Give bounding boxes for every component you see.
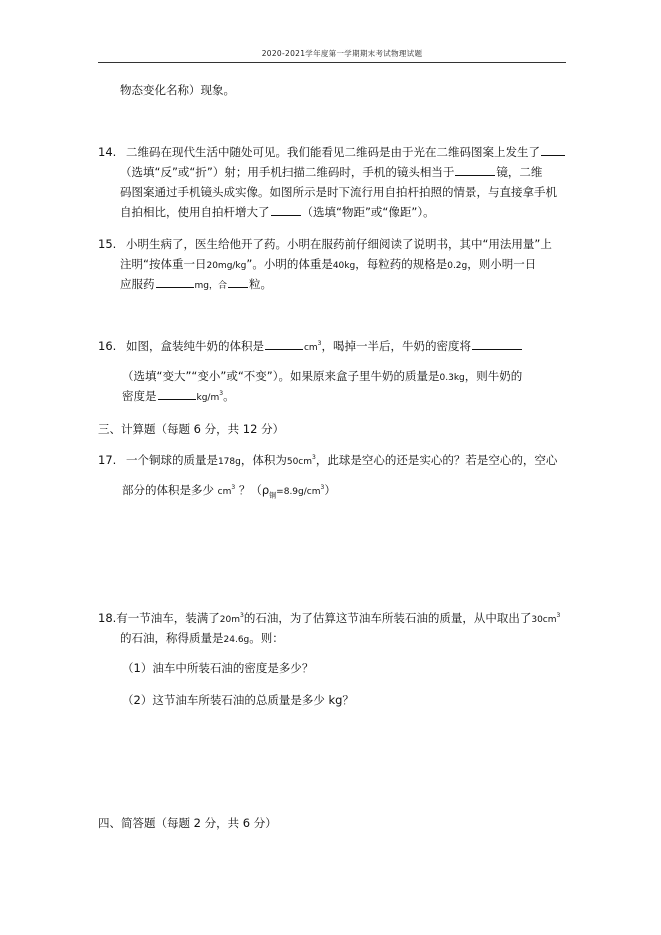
q16-line-1: 16. 如图，盒装纯牛奶的体积是 $cm^3$，喝掉一半后，牛奶的密度将 [98, 338, 523, 356]
q14-blank-3 [271, 204, 301, 216]
q18-line-1: 18.有一节油车，装满了$20m^3$的石油，为了估算这节油车所装石油的质量，从中取出了$30cm^3$ [98, 611, 561, 625]
q15-line-1: 15. 小明生病了，医生给他开了药。小明在服药前仔细阅读了说明书，其中“用法用量”上 [98, 237, 552, 251]
q16-line-2: （选填“变大”“变小”或“不变”）。如果原来盒子里牛奶的质量是0.3kg，则牛奶的 [122, 369, 523, 383]
q13-tail: 物态变化名称）现象。 [120, 83, 235, 97]
q15-line-2: 注明“按体重一日20mg/kg”。小明的体重是40kg，每粒药的规格是0.2g，则小明一日 [120, 257, 537, 271]
q15-number: 15. [98, 237, 117, 251]
q18-line-2: 的石油，称得质量是24.6g。则： [120, 631, 284, 645]
q16-blank-2 [472, 338, 522, 350]
q16-number: 16. [98, 339, 117, 353]
header-divider [98, 62, 566, 63]
q14-line-4: 自拍相比，使用自拍杆增大了 （选填“物距”或“像距”）。 [120, 205, 435, 219]
q14-blank-2 [455, 164, 495, 176]
q16-blank-3 [158, 388, 196, 400]
q17-line-1: 17. 一个铜球的质量是178g，体积为$50cm^3$，此球是空心的还是实心的？若是空心的，空心 [98, 453, 558, 467]
page-header: 2020-2021学年度第一学期期末考试物理试题 [261, 49, 423, 58]
q15-blank-1 [156, 276, 194, 288]
q17-number: 17. [98, 453, 117, 467]
q14-line-3: 码图案通过手机镜头成实像。如图所示是时下流行用自拍杆拍照的情景，与直接拿手机 [120, 185, 557, 199]
q17-line-2: 部分的体积是多少 $cm^3$ ？$(\rho_铜=8.9g/cm^3)$ [122, 483, 336, 500]
q18-sub-1: （1）油车中所装石油的密度是多少？ [122, 661, 314, 675]
q14-line-1: 14. 二维码在现代生活中随处可见。我们能看见二维码是由于光在二维码图案上发生了 [98, 144, 566, 160]
section-3-heading: 三、计算题（每题 6 分，共 12 分） [98, 422, 285, 436]
q16-line-3: 密度是 $kg/m^3$。 [122, 389, 235, 403]
section-4-heading: 四、简答题（每题 2 分，共 6 分） [98, 816, 277, 830]
q16-blank-1 [265, 338, 303, 350]
q15-line-3: 应服药 mg，合 粒。 [120, 277, 272, 291]
q15-blank-2 [228, 276, 248, 288]
q18-sub-2: （2）这节油车所装石油的总质量是多少 kg？ [122, 693, 354, 707]
q14-line-2: （选填“反”或“折”）射；用手机扫描二维码时，手机的镜头相当于 镜，二维 [120, 165, 543, 179]
q14-blank-1 [541, 144, 565, 156]
q14-number: 14. [98, 145, 117, 159]
